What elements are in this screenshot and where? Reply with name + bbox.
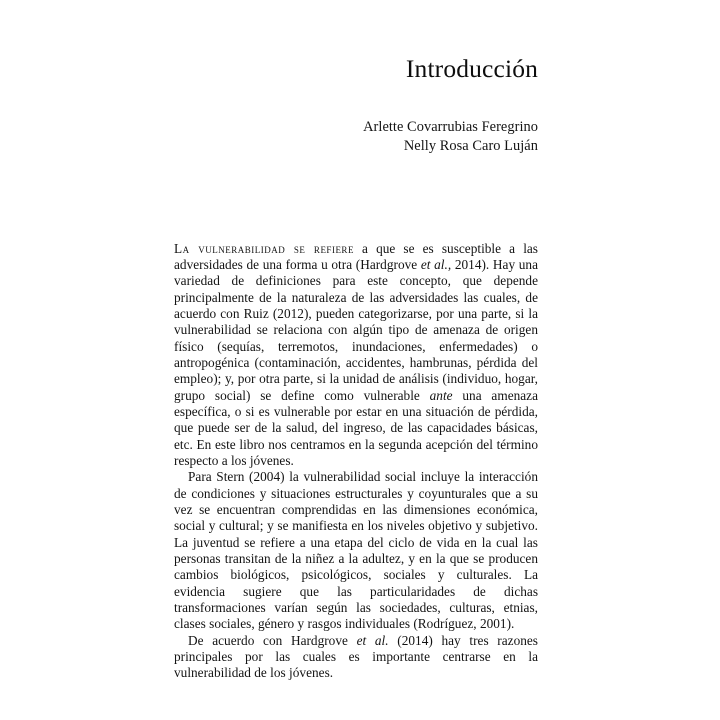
paragraph-1 [174, 241, 538, 470]
paragraph-1-italic-etal: et al., [420, 256, 452, 272]
paragraph-3-text-b: (2014) hay tres razones principales por las cuales es importante centrarse en la vulnerabilidad de los jóvenes. [174, 632, 538, 681]
paragraph-1-text-c: una amenaza específica, o si es vulnerable por estar en una situación de pérdida, que puede ser de la salud, del ingreso, de las capacidades básicas, etc. En este libro nos centramos en la segunda acepción del término respecto a los jóvenes. [174, 387, 538, 469]
paragraph-1-text-a: a que se es susceptible a las adversidades de una forma u otra (Hardgrove [174, 240, 538, 272]
paragraph-1-smallcaps-opening: La vulnerabilidad se refiere [174, 240, 354, 256]
paragraph-3-text-a: De acuerdo con Hardgrove [188, 632, 357, 648]
body-text [174, 157, 538, 682]
author-list [174, 84, 538, 157]
author-name-1: Arlette Covarrubias Feregrino [363, 118, 538, 135]
page-content-column [174, 0, 538, 682]
paragraph-3 [174, 633, 538, 682]
paragraph-3-italic-etal: et al. [356, 632, 389, 648]
paragraph-1-text-b: 2014). Hay una variedad de definiciones para este concepto, que depende principalmente de la naturaleza de las adversidades las cuales, de acuerdo con Ruiz (2012), pueden categorizarse, por una parte, si la vulnerabilidad se relaciona con algún tipo de amenaza de origen físico (sequías, terremotos, inundaciones, enfermedades) o antropogénica (contaminación, accidentes, hambrunas, pérdida del empleo); y, por otra parte, si la unidad de análisis (individuo, hogar, grupo social) se define como vulnerable [174, 256, 539, 403]
paragraph-2-text: Para Stern (2004) la vulnerabilidad social incluye la interacción de condiciones y situaciones estructurales y coyunturales que a su vez se encuentran comprendidas en las dimensiones económica, social y cultural; y se manifiesta en los niveles objetivo y subjetivo. La juventud se refiere a una etapa del ciclo de vida en la cual las personas transitan de la niñez a la adultez, y en la que se producen cambios biológicos, psicológicos, sociales y culturales. La evidencia sugiere que las particularidades de dichas transformaciones varían según las sociedades, culturas, etnias, clases sociales, género y rasgos individuales (Rodríguez, 2001). [174, 469, 538, 632]
paragraph-1-italic-ante: ante [429, 387, 453, 403]
page-title: Introducción [405, 54, 538, 83]
paragraph-2 [174, 469, 538, 632]
author-name-2: Nelly Rosa Caro Luján [403, 138, 538, 155]
